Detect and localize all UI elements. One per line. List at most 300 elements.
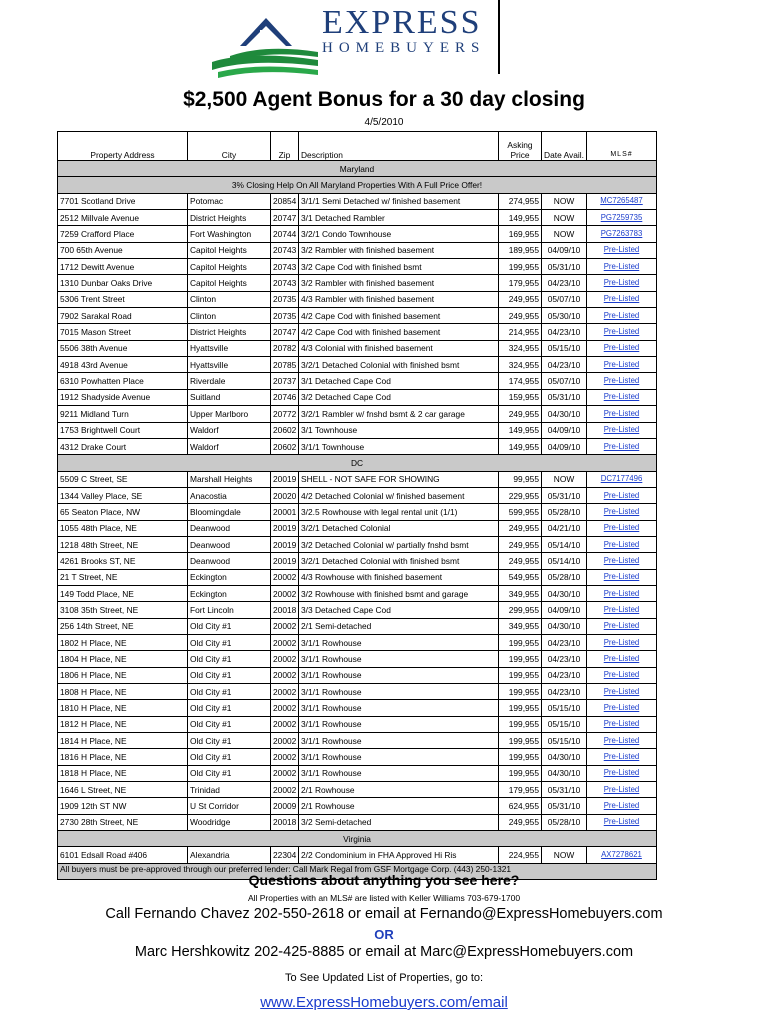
cell-date: 05/31/10 — [542, 782, 587, 798]
cell-city: District Heights — [188, 210, 271, 226]
cell-date: 05/07/10 — [542, 373, 587, 389]
cell-date: NOW — [542, 471, 587, 487]
cell-mls-link[interactable]: Pre-Listed — [587, 291, 657, 307]
cell-mls-link[interactable]: Pre-Listed — [587, 618, 657, 634]
cell-description: 4/2 Cape Cod with finished basement — [299, 324, 499, 340]
col-header-zip: Zip — [271, 132, 299, 161]
cell-zip: 20002 — [271, 618, 299, 634]
col-header-address: Property Address — [58, 132, 188, 161]
cell-address: 21 T Street, NE — [58, 569, 188, 585]
cell-price: 224,955 — [499, 847, 542, 863]
cell-zip: 20019 — [271, 536, 299, 552]
cell-zip: 20782 — [271, 340, 299, 356]
table-row — [58, 798, 657, 814]
cell-mls-link[interactable]: Pre-Listed — [587, 438, 657, 454]
cell-mls-link[interactable]: Pre-Listed — [587, 634, 657, 650]
cell-price: 549,955 — [499, 569, 542, 585]
cell-city: Old City #1 — [188, 733, 271, 749]
table-row — [58, 324, 657, 340]
cell-mls-link[interactable]: Pre-Listed — [587, 765, 657, 781]
cell-mls-link[interactable]: Pre-Listed — [587, 716, 657, 732]
cell-address: 4312 Drake Court — [58, 438, 188, 454]
table-row — [58, 275, 657, 291]
cell-zip: 20019 — [271, 553, 299, 569]
table-row — [58, 438, 657, 454]
cell-price: 199,955 — [499, 733, 542, 749]
cell-city: Anacostia — [188, 487, 271, 503]
cell-price: 149,955 — [499, 438, 542, 454]
cell-date: 04/30/10 — [542, 765, 587, 781]
cell-price: 274,955 — [499, 193, 542, 209]
cell-price: 249,955 — [499, 291, 542, 307]
cell-city: Capitol Heights — [188, 242, 271, 258]
cell-date: 04/30/10 — [542, 749, 587, 765]
cell-address: 1810 H Place, NE — [58, 700, 188, 716]
cell-mls-link[interactable]: Pre-Listed — [587, 242, 657, 258]
col-header-date: Date Avail. — [542, 132, 587, 161]
table-row — [58, 242, 657, 258]
cell-zip: 20002 — [271, 716, 299, 732]
cell-description: 3/2/1 Rambler w/ fnshd bsmt & 2 car garage — [299, 406, 499, 422]
cell-mls-link[interactable]: Pre-Listed — [587, 569, 657, 585]
cell-description: 3/2/1 Detached Colonial — [299, 520, 499, 536]
cell-price: 199,955 — [499, 634, 542, 650]
cell-description: 3/3 Detached Cape Cod — [299, 602, 499, 618]
cell-date: 05/15/10 — [542, 716, 587, 732]
cell-date: 04/23/10 — [542, 667, 587, 683]
table-row — [58, 684, 657, 700]
cell-price: 624,955 — [499, 798, 542, 814]
cell-address: 700 65th Avenue — [58, 242, 188, 258]
cell-zip: 20019 — [271, 471, 299, 487]
cell-mls-link[interactable]: AX7278621 — [587, 847, 657, 863]
cell-address: 149 Todd Place, NE — [58, 585, 188, 601]
table-row — [58, 716, 657, 732]
cell-mls-link[interactable]: Pre-Listed — [587, 308, 657, 324]
cell-date: 04/23/10 — [542, 651, 587, 667]
cell-zip: 20018 — [271, 602, 299, 618]
cell-description: 3/2/1 Detached Colonial with finished bsmt — [299, 553, 499, 569]
cell-price: 199,955 — [499, 716, 542, 732]
cell-price: 199,955 — [499, 765, 542, 781]
cell-address: 4918 43rd Avenue — [58, 357, 188, 373]
cell-address: 5506 38th Avenue — [58, 340, 188, 356]
cell-description: 3/1 Detached Rambler — [299, 210, 499, 226]
cell-description: 3/1/1 Rowhouse — [299, 634, 499, 650]
cell-city: Fort Lincoln — [188, 602, 271, 618]
table-row — [58, 634, 657, 650]
table-row — [58, 814, 657, 830]
cell-date: 04/30/10 — [542, 618, 587, 634]
cell-mls-link[interactable]: Pre-Listed — [587, 651, 657, 667]
cell-address: 5509 C Street, SE — [58, 471, 188, 487]
col-header-price: Asking Price — [499, 132, 542, 161]
cell-description: 3/2/1 Condo Townhouse — [299, 226, 499, 242]
cell-address: 1806 H Place, NE — [58, 667, 188, 683]
cell-price: 214,955 — [499, 324, 542, 340]
cell-date: 05/31/10 — [542, 487, 587, 503]
house-logo-icon — [210, 0, 320, 80]
cell-address: 1753 Brightwell Court — [58, 422, 188, 438]
cell-address: 7902 Sarakal Road — [58, 308, 188, 324]
cell-mls-link[interactable]: Pre-Listed — [587, 700, 657, 716]
cell-mls-link[interactable]: Pre-Listed — [587, 667, 657, 683]
cell-mls-link[interactable]: Pre-Listed — [587, 814, 657, 830]
cell-mls-link[interactable]: Pre-Listed — [587, 585, 657, 601]
cell-city: Woodridge — [188, 814, 271, 830]
table-row — [58, 765, 657, 781]
table-row — [58, 569, 657, 585]
cell-mls-link[interactable]: Pre-Listed — [587, 389, 657, 405]
cell-price: 159,955 — [499, 389, 542, 405]
cell-mls-link[interactable]: Pre-Listed — [587, 324, 657, 340]
cell-description: 2/1 Semi-detached — [299, 618, 499, 634]
table-row — [58, 487, 657, 503]
table-row — [58, 585, 657, 601]
cell-address: 1816 H Place, NE — [58, 749, 188, 765]
cell-price: 349,955 — [499, 618, 542, 634]
cell-mls-link[interactable]: Pre-Listed — [587, 487, 657, 503]
cell-address: 1804 H Place, NE — [58, 651, 188, 667]
table-row — [58, 357, 657, 373]
cell-date: 05/14/10 — [542, 553, 587, 569]
cell-mls-link[interactable]: Pre-Listed — [587, 275, 657, 291]
cell-city: Suitland — [188, 389, 271, 405]
cell-mls-link[interactable]: Pre-Listed — [587, 406, 657, 422]
col-header-description: Description — [299, 132, 499, 161]
cell-address: 7259 Crafford Place — [58, 226, 188, 242]
cell-address: 7015 Mason Street — [58, 324, 188, 340]
cell-date: NOW — [542, 847, 587, 863]
table-row — [58, 782, 657, 798]
cell-description: SHELL - NOT SAFE FOR SHOWING — [299, 471, 499, 487]
cell-price: 299,955 — [499, 602, 542, 618]
company-logo — [210, 0, 510, 80]
section-header-row — [58, 161, 657, 177]
table-row — [58, 553, 657, 569]
cell-price: 169,955 — [499, 226, 542, 242]
cell-mls-link[interactable]: Pre-Listed — [587, 733, 657, 749]
logo-word-express: EXPRESS — [322, 4, 482, 41]
cell-city: Capitol Heights — [188, 259, 271, 275]
cell-description: 3/1/1 Rowhouse — [299, 749, 499, 765]
cell-mls-link[interactable]: DC7177496 — [587, 471, 657, 487]
cell-mls-link[interactable]: Pre-Listed — [587, 684, 657, 700]
cell-mls-link[interactable]: Pre-Listed — [587, 340, 657, 356]
cell-zip: 20743 — [271, 242, 299, 258]
table-row — [58, 389, 657, 405]
cell-city: Deanwood — [188, 520, 271, 536]
cell-price: 99,955 — [499, 471, 542, 487]
cell-address: 1310 Dunbar Oaks Drive — [58, 275, 188, 291]
cell-date: 05/28/10 — [542, 504, 587, 520]
cell-address: 1814 H Place, NE — [58, 733, 188, 749]
cell-date: 04/23/10 — [542, 275, 587, 291]
property-table — [57, 131, 657, 880]
logo-word-homebuyers: HOMEBUYERS — [322, 40, 486, 56]
cell-zip: 20018 — [271, 814, 299, 830]
cell-address: 5306 Trent Street — [58, 291, 188, 307]
cell-price: 249,955 — [499, 553, 542, 569]
section-name: Maryland — [58, 161, 657, 177]
cell-description: 3/2 Rambler with finished basement — [299, 242, 499, 258]
col-header-mls: MLS# — [587, 132, 657, 161]
cell-price: 199,955 — [499, 749, 542, 765]
cell-date: 05/28/10 — [542, 569, 587, 585]
cell-date: 04/30/10 — [542, 406, 587, 422]
section-header-row — [58, 831, 657, 847]
cell-city: Riverdale — [188, 373, 271, 389]
cell-description: 3/1/1 Rowhouse — [299, 765, 499, 781]
table-row — [58, 422, 657, 438]
cell-description: 3/2/1 Detached Colonial with finished bsmt — [299, 357, 499, 373]
cell-description: 4/3 Rambler with finished basement — [299, 291, 499, 307]
cell-zip: 20744 — [271, 226, 299, 242]
cell-description: 3/1/1 Semi Detached w/ finished basement — [299, 193, 499, 209]
cell-price: 149,955 — [499, 210, 542, 226]
contact-fernando: Call Fernando Chavez 202-550-2618 or email at Fernando@ExpressHomebuyers.com — [105, 906, 663, 922]
cell-date: 04/09/10 — [542, 438, 587, 454]
table-row — [58, 520, 657, 536]
cell-mls-link[interactable]: MC7265487 — [587, 193, 657, 209]
cell-city: Eckington — [188, 569, 271, 585]
cell-city: Clinton — [188, 291, 271, 307]
cell-zip: 20854 — [271, 193, 299, 209]
website-link[interactable]: www.ExpressHomebuyers.com/email — [260, 994, 508, 1011]
cell-address: 2512 Millvale Avenue — [58, 210, 188, 226]
cell-zip: 20002 — [271, 765, 299, 781]
cell-description: 3/1 Townhouse — [299, 422, 499, 438]
table-row — [58, 308, 657, 324]
cell-address: 6101 Edsall Road #406 — [58, 847, 188, 863]
cell-description: 3/1/1 Rowhouse — [299, 716, 499, 732]
section-header-row — [58, 455, 657, 471]
cell-price: 199,955 — [499, 259, 542, 275]
cell-city: Old City #1 — [188, 765, 271, 781]
cell-mls-link[interactable]: Pre-Listed — [587, 553, 657, 569]
cell-date: 04/23/10 — [542, 324, 587, 340]
cell-price: 199,955 — [499, 684, 542, 700]
cell-zip: 20747 — [271, 324, 299, 340]
cell-address: 65 Seaton Place, NW — [58, 504, 188, 520]
table-row — [58, 291, 657, 307]
cell-city: Marshall Heights — [188, 471, 271, 487]
cell-description: 3/2 Rowhouse with finished bsmt and garage — [299, 585, 499, 601]
cell-price: 349,955 — [499, 585, 542, 601]
cell-city: Deanwood — [188, 536, 271, 552]
table-row — [58, 667, 657, 683]
page-title: $2,500 Agent Bonus for a 30 day closing — [183, 88, 585, 111]
cell-city: Eckington — [188, 585, 271, 601]
cell-date: 05/07/10 — [542, 291, 587, 307]
cell-description: 3/2 Rambler with finished basement — [299, 275, 499, 291]
cell-address: 1818 H Place, NE — [58, 765, 188, 781]
cell-city: Old City #1 — [188, 684, 271, 700]
cell-mls-link[interactable]: Pre-Listed — [587, 536, 657, 552]
cell-mls-link[interactable]: Pre-Listed — [587, 782, 657, 798]
cell-city: Upper Marlboro — [188, 406, 271, 422]
list-date: 4/5/2010 — [364, 117, 404, 128]
cell-description: 4/3 Rowhouse with finished basement — [299, 569, 499, 585]
cell-zip: 20020 — [271, 487, 299, 503]
cell-price: 229,955 — [499, 487, 542, 503]
cell-price: 249,955 — [499, 520, 542, 536]
cell-mls-link[interactable]: Pre-Listed — [587, 259, 657, 275]
cell-city: Potomac — [188, 193, 271, 209]
cell-price: 149,955 — [499, 422, 542, 438]
cell-city: Bloomingdale — [188, 504, 271, 520]
table-row — [58, 210, 657, 226]
cell-description: 4/3 Colonial with finished basement — [299, 340, 499, 356]
table-row — [58, 651, 657, 667]
cell-zip: 20019 — [271, 520, 299, 536]
cell-mls-link[interactable]: Pre-Listed — [587, 357, 657, 373]
cell-zip: 20735 — [271, 291, 299, 307]
cell-zip: 20747 — [271, 210, 299, 226]
cell-address: 1646 L Street, NE — [58, 782, 188, 798]
cell-city: Trinidad — [188, 782, 271, 798]
cell-date: 04/09/10 — [542, 422, 587, 438]
cell-price: 599,955 — [499, 504, 542, 520]
cell-price: 189,955 — [499, 242, 542, 258]
cell-zip: 20002 — [271, 733, 299, 749]
cell-mls-link[interactable]: Pre-Listed — [587, 520, 657, 536]
cell-zip: 20009 — [271, 798, 299, 814]
cell-zip: 20746 — [271, 389, 299, 405]
cell-zip: 20002 — [271, 667, 299, 683]
section-name: Virginia — [58, 831, 657, 847]
cell-mls-link[interactable]: Pre-Listed — [587, 504, 657, 520]
table-row — [58, 406, 657, 422]
section-name: DC — [58, 455, 657, 471]
cell-city: Old City #1 — [188, 716, 271, 732]
cell-description: 3/1/1 Rowhouse — [299, 684, 499, 700]
cell-description: 2/1 Rowhouse — [299, 798, 499, 814]
cell-description: 2/1 Rowhouse — [299, 782, 499, 798]
cell-zip: 20002 — [271, 782, 299, 798]
cell-mls-link[interactable]: Pre-Listed — [587, 602, 657, 618]
cell-date: 05/15/10 — [542, 700, 587, 716]
cell-description: 4/2 Detached Colonial w/ finished basement — [299, 487, 499, 503]
cell-city: Alexandria — [188, 847, 271, 863]
cell-description: 3/2 Detached Cape Cod — [299, 389, 499, 405]
cell-date: NOW — [542, 193, 587, 209]
cell-date: 05/31/10 — [542, 389, 587, 405]
cell-description: 3/1/1 Rowhouse — [299, 700, 499, 716]
cell-date: 04/09/10 — [542, 602, 587, 618]
cell-city: District Heights — [188, 324, 271, 340]
cell-zip: 20743 — [271, 275, 299, 291]
table-row — [58, 733, 657, 749]
cell-address: 7701 Scotland Drive — [58, 193, 188, 209]
cell-price: 199,955 — [499, 651, 542, 667]
or-separator: OR — [374, 927, 394, 942]
cell-price: 324,955 — [499, 340, 542, 356]
cell-address: 1808 H Place, NE — [58, 684, 188, 700]
cell-mls-link[interactable]: PG7259735 — [587, 210, 657, 226]
cell-zip: 20772 — [271, 406, 299, 422]
cell-city: Old City #1 — [188, 651, 271, 667]
cell-date: 05/31/10 — [542, 798, 587, 814]
cell-date: 05/30/10 — [542, 308, 587, 324]
cell-zip: 20002 — [271, 684, 299, 700]
cell-mls-link[interactable]: Pre-Listed — [587, 422, 657, 438]
cell-description: 3/2 Detached Colonial w/ partially fnshd bsmt — [299, 536, 499, 552]
cell-price: 174,955 — [499, 373, 542, 389]
cell-zip: 20002 — [271, 700, 299, 716]
cell-zip: 20002 — [271, 651, 299, 667]
cell-mls-link[interactable]: PG7263783 — [587, 226, 657, 242]
cell-date: 05/15/10 — [542, 340, 587, 356]
cell-zip: 20002 — [271, 634, 299, 650]
cell-address: 6310 Powhatten Place — [58, 373, 188, 389]
cell-date: 04/23/10 — [542, 634, 587, 650]
cell-city: Hyattsville — [188, 357, 271, 373]
cell-description: 3/1/1 Rowhouse — [299, 667, 499, 683]
cell-date: NOW — [542, 210, 587, 226]
cell-zip: 20002 — [271, 569, 299, 585]
cell-mls-link[interactable]: Pre-Listed — [587, 373, 657, 389]
cell-date: 04/23/10 — [542, 357, 587, 373]
cell-price: 249,955 — [499, 536, 542, 552]
cell-address: 1218 48th Street, NE — [58, 536, 188, 552]
cell-address: 2730 28th Street, NE — [58, 814, 188, 830]
mls-note: All Properties with an MLS# are listed with Keller Williams 703-679-1700 — [247, 893, 521, 903]
cell-description: 3/1/1 Rowhouse — [299, 733, 499, 749]
questions-heading: Questions about anything you see here? — [248, 872, 520, 888]
cell-city: Deanwood — [188, 553, 271, 569]
cell-zip: 20001 — [271, 504, 299, 520]
cell-address: 256 14th Street, NE — [58, 618, 188, 634]
cell-city: Capitol Heights — [188, 275, 271, 291]
cell-date: NOW — [542, 226, 587, 242]
cell-address: 1055 48th Place, NE — [58, 520, 188, 536]
cell-date: 05/31/10 — [542, 259, 587, 275]
cell-description: 3/1/1 Townhouse — [299, 438, 499, 454]
table-row — [58, 259, 657, 275]
cell-price: 249,955 — [499, 406, 542, 422]
table-row — [58, 226, 657, 242]
cell-zip: 20602 — [271, 438, 299, 454]
table-row — [58, 618, 657, 634]
table-row — [58, 700, 657, 716]
lender-note: All buyers must be pre-approved through our preferred lender: Call Mark Regal from GSF Mortgage Corp. (443) 250-1321 — [58, 863, 657, 879]
cell-address: 4261 Brooks ST, NE — [58, 553, 188, 569]
cell-date: 04/23/10 — [542, 684, 587, 700]
cell-address: 3108 35th Street, NE — [58, 602, 188, 618]
cell-mls-link[interactable]: Pre-Listed — [587, 798, 657, 814]
cell-city: U St Corridor — [188, 798, 271, 814]
cell-address: 1909 12th ST NW — [58, 798, 188, 814]
table-row — [58, 471, 657, 487]
table-row — [58, 504, 657, 520]
cell-zip: 20602 — [271, 422, 299, 438]
cell-description: 3/1 Detached Cape Cod — [299, 373, 499, 389]
cell-city: Clinton — [188, 308, 271, 324]
cell-date: 05/15/10 — [542, 733, 587, 749]
cell-price: 249,955 — [499, 308, 542, 324]
cell-price: 179,955 — [499, 275, 542, 291]
table-row — [58, 340, 657, 356]
cell-mls-link[interactable]: Pre-Listed — [587, 749, 657, 765]
cell-date: 04/09/10 — [542, 242, 587, 258]
cell-city: Old City #1 — [188, 618, 271, 634]
table-body — [58, 161, 657, 864]
cell-price: 179,955 — [499, 782, 542, 798]
cell-price: 199,955 — [499, 700, 542, 716]
cell-description: 2/2 Condominium in FHA Approved Hi Ris — [299, 847, 499, 863]
table-row — [58, 847, 657, 863]
